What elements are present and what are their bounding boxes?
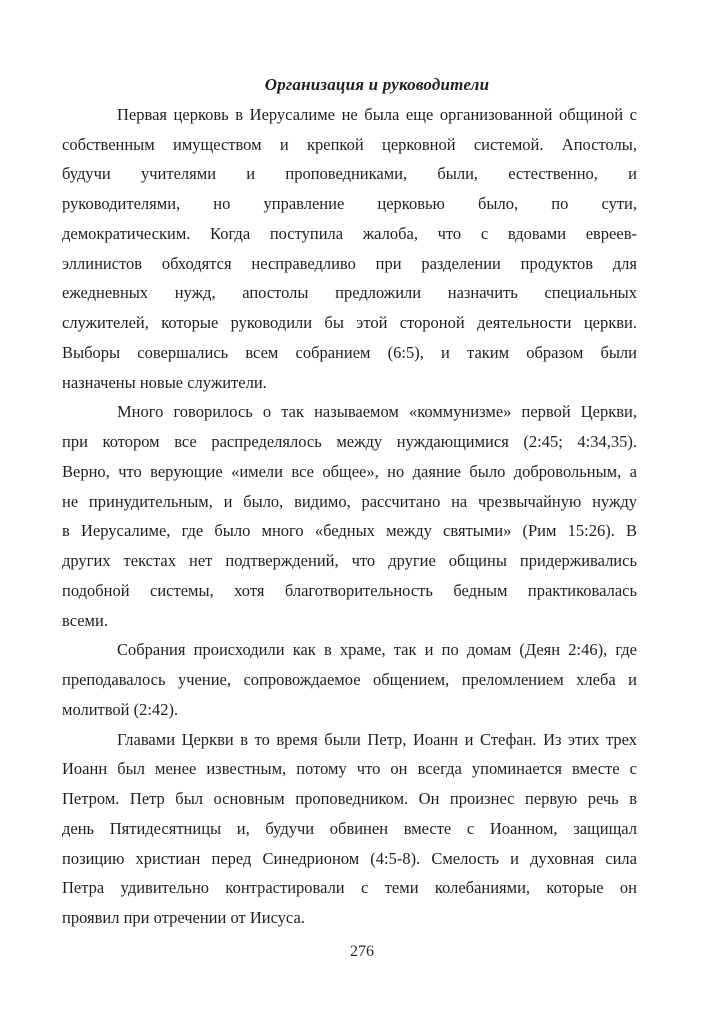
text-line: демократическим. Когда поступила жалоба, что с вдовами евреев-	[62, 223, 637, 243]
paragraph	[62, 397, 637, 635]
text-line: подобной системы, хотя благотворительность бедным практиковалась	[62, 580, 637, 600]
paragraph	[62, 635, 637, 724]
text-line: ежедневных нужд, апостолы предложили назначить специальных	[62, 283, 637, 303]
text-line: служителей, которые руководили бы этой стороной деятельности церкви.	[62, 313, 637, 332]
text-line: Иоанн был менее известным, потому что он всегда упоминается вместе с	[62, 759, 637, 779]
page-number: 276	[350, 943, 374, 960]
text-line: руководителями, но управление церковью было, по сути,	[62, 194, 637, 213]
page-title: Организация и руководители	[264, 75, 490, 94]
paragraph	[62, 725, 637, 933]
text-line: Выборы совершались всем собранием (6:5), и таким образом были	[62, 342, 637, 362]
document-content	[62, 70, 637, 933]
text-line: проявил при отречении от Иисуса.	[62, 908, 305, 927]
text-line: собственным имуществом и крепкой церковной системой. Апостолы,	[62, 134, 637, 154]
text-line: молитвой (2:42).	[62, 699, 179, 719]
text-line: Петра удивительно контрастировали с теми колебаниями, которые он	[62, 878, 637, 898]
text-line: других текстах нет подтверждений, что другие общины придерживались	[62, 551, 637, 570]
text-line: день Пятидесятницы и, будучи обвинен вместе с Иоанном, защищал	[62, 818, 637, 838]
text-line: Много говорилось о так называемом «коммунизме» первой Церкви,	[117, 402, 637, 422]
text-line: в Иерусалиме, где было много «бедных между святыми» (Рим 15:26). В	[62, 521, 637, 541]
text-line: преподавалось учение, сопровождаемое общением, преломлением хлеба и	[62, 670, 637, 689]
text-line: не принудительным, и было, видимо, рассчитано на чрезвычайную нужду	[62, 491, 637, 511]
text-line: Главами Церкви в то время были Петр, Иоанн и Стефан. Из этих трех	[117, 729, 637, 749]
text-line: позицию христиан перед Синедрионом (4:5-8). Смелость и духовная сила	[62, 848, 637, 868]
text-line: Петром. Петр был основным проповедником. Он произнес первую речь в	[62, 789, 637, 808]
text-line: при котором все распределялось между нуждающимися (2:45; 4:34,35).	[62, 432, 637, 451]
text-line: назначены новые служители.	[62, 372, 267, 392]
paragraph	[62, 100, 637, 398]
text-line: Первая церковь в Иерусалиме не была еще организованной общиной с	[117, 104, 637, 124]
text-line: эллинистов обходятся несправедливо при разделении продуктов для	[62, 253, 637, 273]
text-line: Верно, что верующие «имели все общее», но даяние было добровольным, а	[62, 461, 637, 481]
text-line: Собрания происходили как в храме, так и по домам (Деян 2:46), где	[117, 640, 637, 660]
text-line: всеми.	[62, 610, 108, 630]
document-body	[62, 100, 637, 933]
text-line: будучи учителями и проповедниками, были, естественно, и	[62, 164, 637, 184]
